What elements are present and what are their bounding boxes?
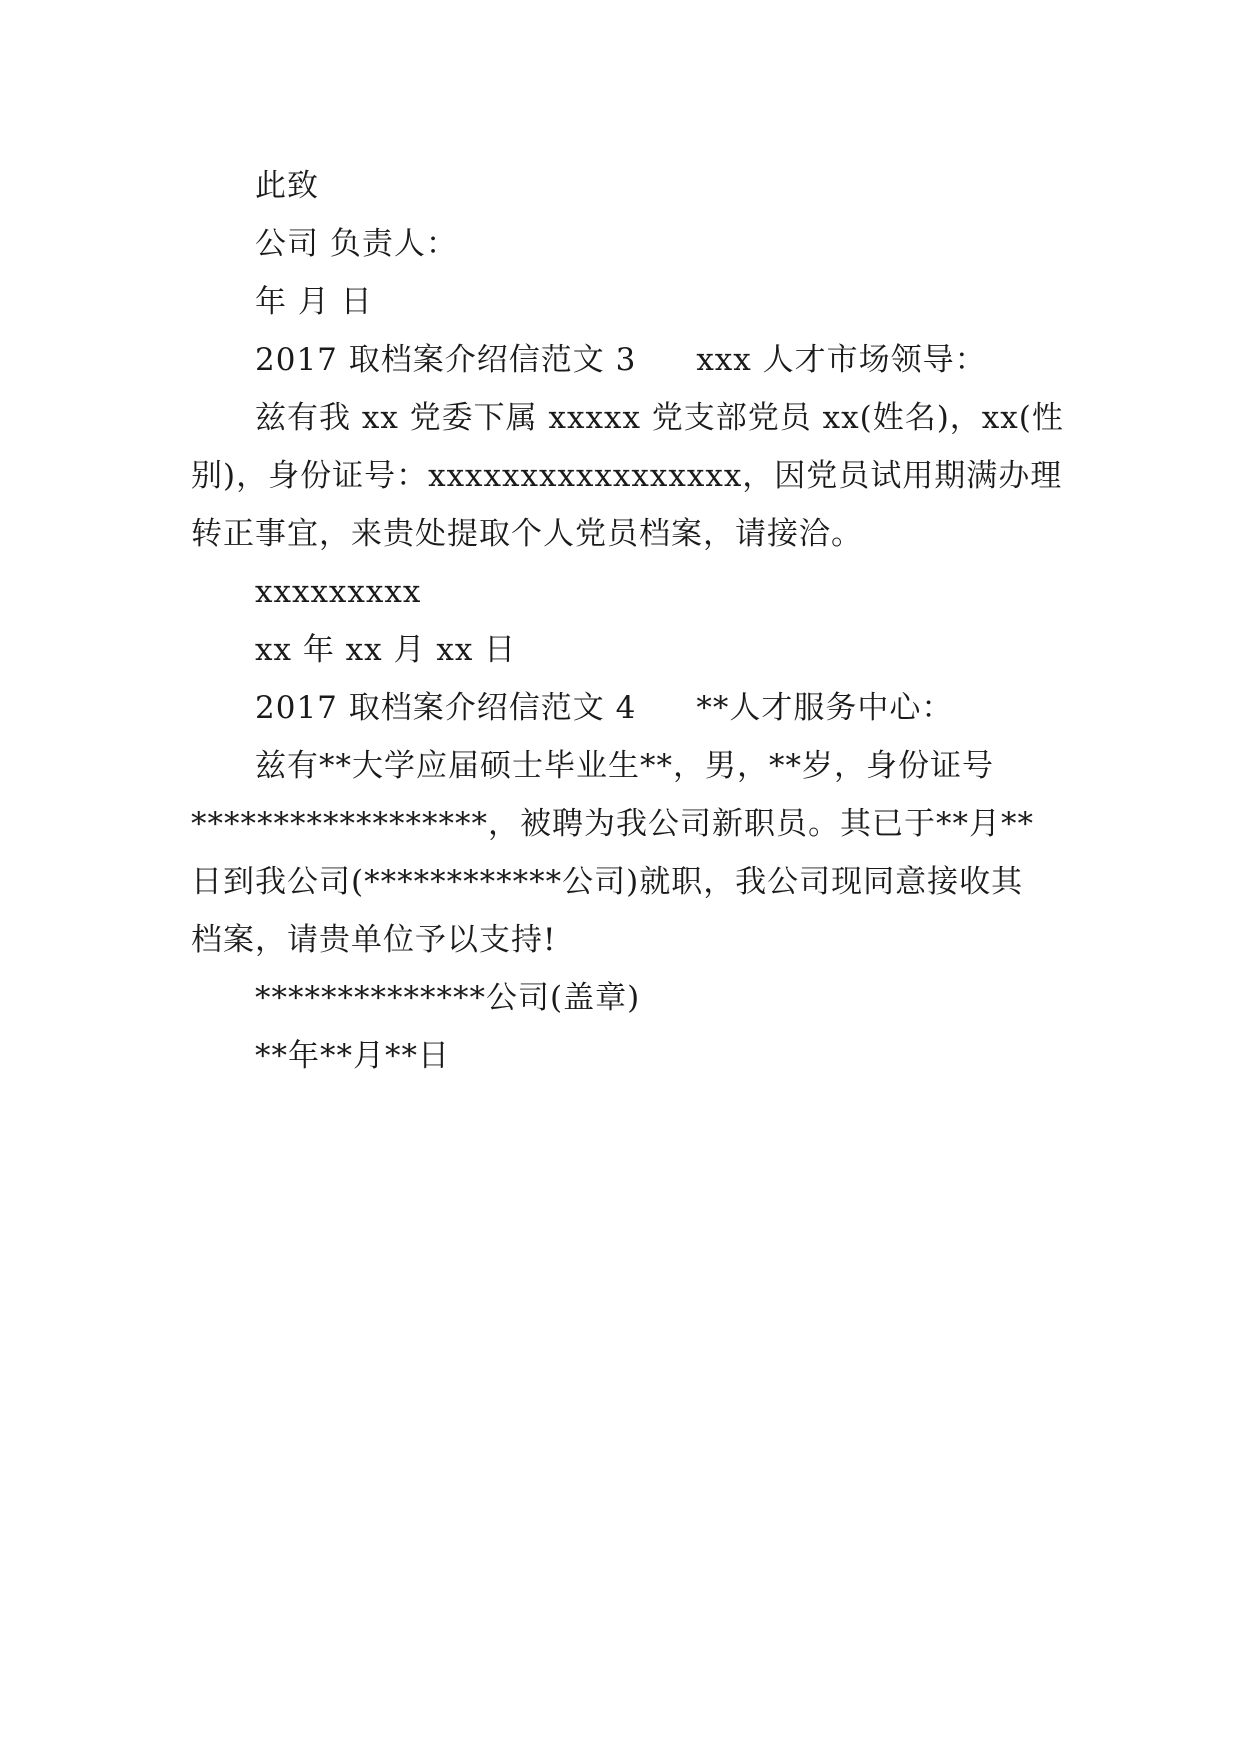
letter4-recipient: **人才服务中心： [696,690,954,726]
letter3-sender: xxxxxxxxx [255,574,422,610]
letter4-date: **年**月**日 [255,1038,450,1074]
letter4-heading: 2017 取档案介绍信范文 4 [255,690,637,726]
salutation: 此致 [255,168,319,204]
letter3-body-line: 别)，身份证号：xxxxxxxxxxxxxxxxx，因党员试用期满办理 [191,458,1063,494]
letter3-heading-line [255,340,987,380]
date-line: 年 月 日 [255,284,373,320]
letter4-body-line: ******************，被聘为我公司新职员。其已于**月** [191,806,1034,842]
letter4-body-line: 档案，请贵单位予以支持! [191,922,557,958]
signature-line: 公司 负责人： [255,226,458,262]
letter4-heading-line [255,688,953,728]
letter3-body-line: 兹有我 xx 党委下属 xxxxx 党支部党员 xx(姓名)，xx(性 [255,400,1064,436]
letter4-body-line: 兹有**大学应届硕士毕业生**，男，**岁，身份证号 [255,748,994,784]
letter4-sender: **************公司(盖章) [255,980,641,1016]
letter3-heading: 2017 取档案介绍信范文 3 [255,342,637,378]
letter3-recipient: xxx 人才市场领导： [696,342,987,378]
letter3-body-line: 转正事宜，来贵处提取个人党员档案，请接洽。 [191,516,863,552]
letter4-body-line: 日到我公司(************公司)就职，我公司现同意接收其 [191,864,1024,900]
letter3-date: xx 年 xx 月 xx 日 [255,632,517,668]
